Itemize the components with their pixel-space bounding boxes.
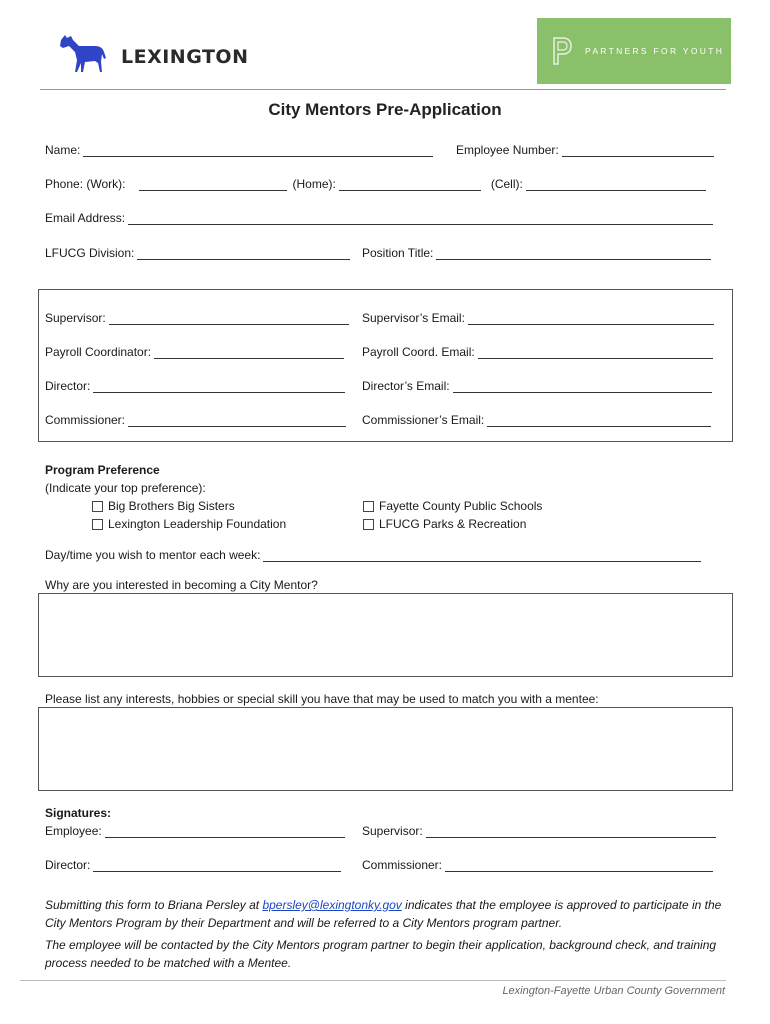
- partners-for-youth-logo: [537, 18, 731, 84]
- commissioner-email-label: Commissioner’s Email:: [362, 413, 485, 427]
- email-row: [45, 211, 713, 225]
- p-letter-icon: [551, 36, 573, 66]
- payroll-label: Payroll Coordinator:: [45, 345, 152, 359]
- phone-work-field[interactable]: [139, 178, 287, 191]
- payroll-email-label: Payroll Coord. Email:: [362, 345, 475, 359]
- director-row: [45, 379, 345, 393]
- payroll-email-row: [362, 345, 713, 359]
- phone-row: [45, 177, 706, 191]
- director-email-label: Director’s Email:: [362, 379, 450, 393]
- checkbox-icon[interactable]: [92, 519, 103, 530]
- lexington-wordmark: LEXINGTON: [121, 46, 249, 68]
- commissioner-field[interactable]: [128, 414, 346, 427]
- why-label: Why are you interested in becoming a City Mentor?: [45, 578, 318, 592]
- commissioner-signature-field[interactable]: [445, 859, 713, 872]
- payroll-email-field[interactable]: [478, 346, 713, 359]
- checkbox-icon[interactable]: [363, 501, 374, 512]
- option-parks[interactable]: [363, 517, 526, 531]
- division-row: [45, 246, 350, 260]
- supervisor-label: Supervisor:: [45, 311, 106, 325]
- option-llf[interactable]: [92, 517, 286, 531]
- phone-cell-field[interactable]: [526, 178, 706, 191]
- daytime-label: Day/time you wish to mentor each week:: [45, 548, 261, 562]
- director-email-field[interactable]: [453, 380, 712, 393]
- daytime-row: [45, 548, 701, 562]
- employee-signature-label: Employee:: [45, 824, 102, 838]
- lexington-logo: [55, 32, 248, 76]
- director-email-row: [362, 379, 712, 393]
- checkbox-icon[interactable]: [92, 501, 103, 512]
- option-label: Big Brothers Big Sisters: [108, 499, 235, 513]
- commissioner-signature-label: Commissioner:: [362, 858, 443, 872]
- program-subheading: (Indicate your top preference):: [45, 481, 206, 495]
- checkbox-icon[interactable]: [363, 519, 374, 530]
- supervisor-row: [45, 311, 349, 325]
- daytime-field[interactable]: [263, 549, 701, 562]
- employee-signature-row: [45, 824, 345, 838]
- commissioner-signature-row: [362, 858, 713, 872]
- division-field[interactable]: [137, 247, 350, 260]
- signatures-heading: Signatures:: [45, 806, 112, 820]
- note-text-end: indicates that the employee is approved to participate in the City Mentors Program by their Department and will be referred to a City Mentors program partner.: [45, 898, 722, 930]
- payroll-row: [45, 345, 344, 359]
- phone-work-label: Phone: (Work):: [45, 177, 126, 191]
- option-label: Fayette County Public Schools: [379, 499, 543, 513]
- email-label: Email Address:: [45, 211, 126, 225]
- header-divider: [40, 89, 726, 90]
- submission-note: [45, 896, 735, 932]
- footer-text: Lexington-Fayette Urban County Government: [502, 985, 725, 997]
- commissioner-label: Commissioner:: [45, 413, 126, 427]
- phone-cell-label: (Cell):: [490, 177, 523, 191]
- option-label: LFUCG Parks & Recreation: [379, 517, 527, 531]
- page-title: City Mentors Pre-Application: [268, 100, 502, 119]
- director-signature-field[interactable]: [93, 859, 341, 872]
- partners-for-youth-text: PARTNERS FOR YOUTH: [585, 46, 725, 56]
- interests-label: Please list any interests, hobbies or special skill you have that may be used to match you with a mentee:: [45, 692, 599, 706]
- supervisor-field[interactable]: [109, 312, 349, 325]
- position-field[interactable]: [436, 247, 711, 260]
- program-heading: Program Preference: [45, 463, 160, 477]
- director-signature-label: Director:: [45, 858, 91, 872]
- employee-number-field[interactable]: [562, 144, 714, 157]
- supervisor-email-row: [362, 311, 714, 325]
- email-field[interactable]: [128, 212, 713, 225]
- supervisor-signature-field[interactable]: [426, 825, 716, 838]
- director-label: Director:: [45, 379, 91, 393]
- director-field[interactable]: [93, 380, 345, 393]
- employee-number-row: [456, 143, 714, 157]
- employee-signature-field[interactable]: [105, 825, 345, 838]
- commissioner-email-field[interactable]: [487, 414, 711, 427]
- commissioner-row: [45, 413, 346, 427]
- option-bbbs[interactable]: [92, 499, 235, 513]
- supervisor-signature-label: Supervisor:: [362, 824, 423, 838]
- phone-home-field[interactable]: [339, 178, 481, 191]
- name-label: Name:: [45, 143, 81, 157]
- footer-divider: [20, 980, 726, 981]
- interests-textarea[interactable]: [38, 707, 733, 791]
- horse-icon: [55, 32, 107, 76]
- name-field[interactable]: [83, 144, 433, 157]
- supervisor-email-field[interactable]: [468, 312, 714, 325]
- supervisor-email-label: Supervisor’s Email:: [362, 311, 465, 325]
- contact-note: The employee will be contacted by the City Mentors program partner to begin their application, background check, and training process needed to be matched with a Mentee.: [45, 938, 717, 970]
- payroll-field[interactable]: [154, 346, 344, 359]
- why-textarea[interactable]: [38, 593, 733, 677]
- position-row: [362, 246, 711, 260]
- note-text-start: Submitting this form to Briana Persley at: [45, 898, 263, 912]
- position-label: Position Title:: [362, 246, 434, 260]
- phone-home-label: (Home):: [292, 177, 336, 191]
- director-signature-row: [45, 858, 341, 872]
- commissioner-email-row: [362, 413, 711, 427]
- option-fcps[interactable]: [363, 499, 542, 513]
- division-label: LFUCG Division:: [45, 246, 135, 260]
- employee-number-label: Employee Number:: [456, 143, 559, 157]
- option-label: Lexington Leadership Foundation: [108, 517, 287, 531]
- name-row: [45, 143, 433, 157]
- supervisor-signature-row: [362, 824, 716, 838]
- email-link[interactable]: bpersley@lexingtonky.gov: [262, 898, 402, 912]
